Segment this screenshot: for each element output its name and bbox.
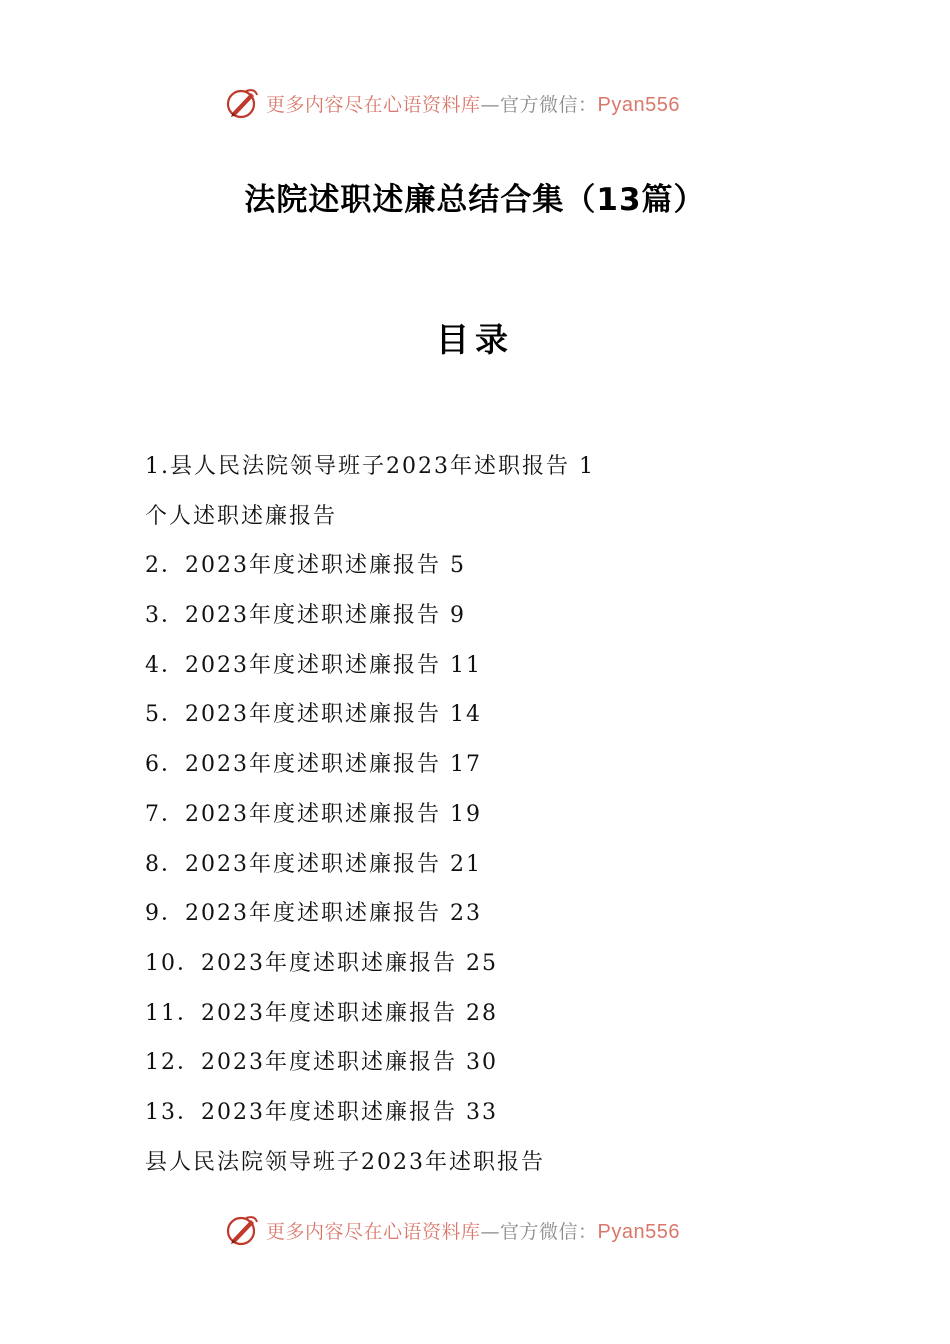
toc-entry[interactable]: 县人民法院领导班子2023年述职报告 (145, 1149, 545, 1175)
toc-heading: 目录 (436, 320, 514, 359)
header-watermark-banner (224, 83, 724, 123)
footer-watermark-banner (224, 1210, 724, 1250)
document-title: 法院述职述廉总结合集（13篇） (244, 182, 706, 218)
watermark-wechat-handle: Pyan556 (597, 1220, 680, 1243)
watermark-wechat-handle: Pyan556 (597, 93, 680, 116)
toc-entry[interactable]: 8．2023年度述职述廉报告 21 (145, 851, 482, 877)
watermark-text: 更多内容尽在心语资料库 (266, 1220, 481, 1243)
toc-entry[interactable]: 2．2023年度述职述廉报告 5 (145, 553, 466, 579)
table-of-contents (145, 444, 845, 1189)
toc-entry[interactable]: 3．2023年度述职述廉报告 9 (145, 603, 466, 629)
pen-logo-icon (224, 1212, 260, 1248)
toc-entry[interactable]: 1.县人民法院领导班子2023年述职报告 1 (145, 454, 595, 479)
toc-entry[interactable]: 10．2023年度述职述廉报告 25 (145, 950, 498, 976)
watermark-wechat-label: —官方微信： (480, 93, 598, 116)
toc-entry[interactable]: 6．2023年度述职述廉报告 17 (145, 752, 482, 778)
toc-entry[interactable]: 4．2023年度述职述廉报告 11 (145, 652, 482, 678)
toc-entry[interactable]: 11．2023年度述职述廉报告 28 (145, 1000, 498, 1026)
watermark-wechat-label: —官方微信： (480, 1220, 598, 1243)
pen-logo-icon (224, 85, 260, 121)
watermark-text: 更多内容尽在心语资料库 (266, 93, 481, 116)
toc-entry[interactable]: 7．2023年度述职述廉报告 19 (145, 801, 482, 827)
toc-entry[interactable]: 12．2023年度述职述廉报告 30 (145, 1050, 498, 1076)
toc-entry[interactable]: 9．2023年度述职述廉报告 23 (145, 901, 482, 927)
toc-entry[interactable]: 13．2023年度述职述廉报告 33 (145, 1099, 498, 1125)
toc-entry[interactable]: 个人述职述廉报告 (145, 503, 338, 529)
toc-entry[interactable]: 5．2023年度述职述廉报告 14 (145, 702, 482, 728)
